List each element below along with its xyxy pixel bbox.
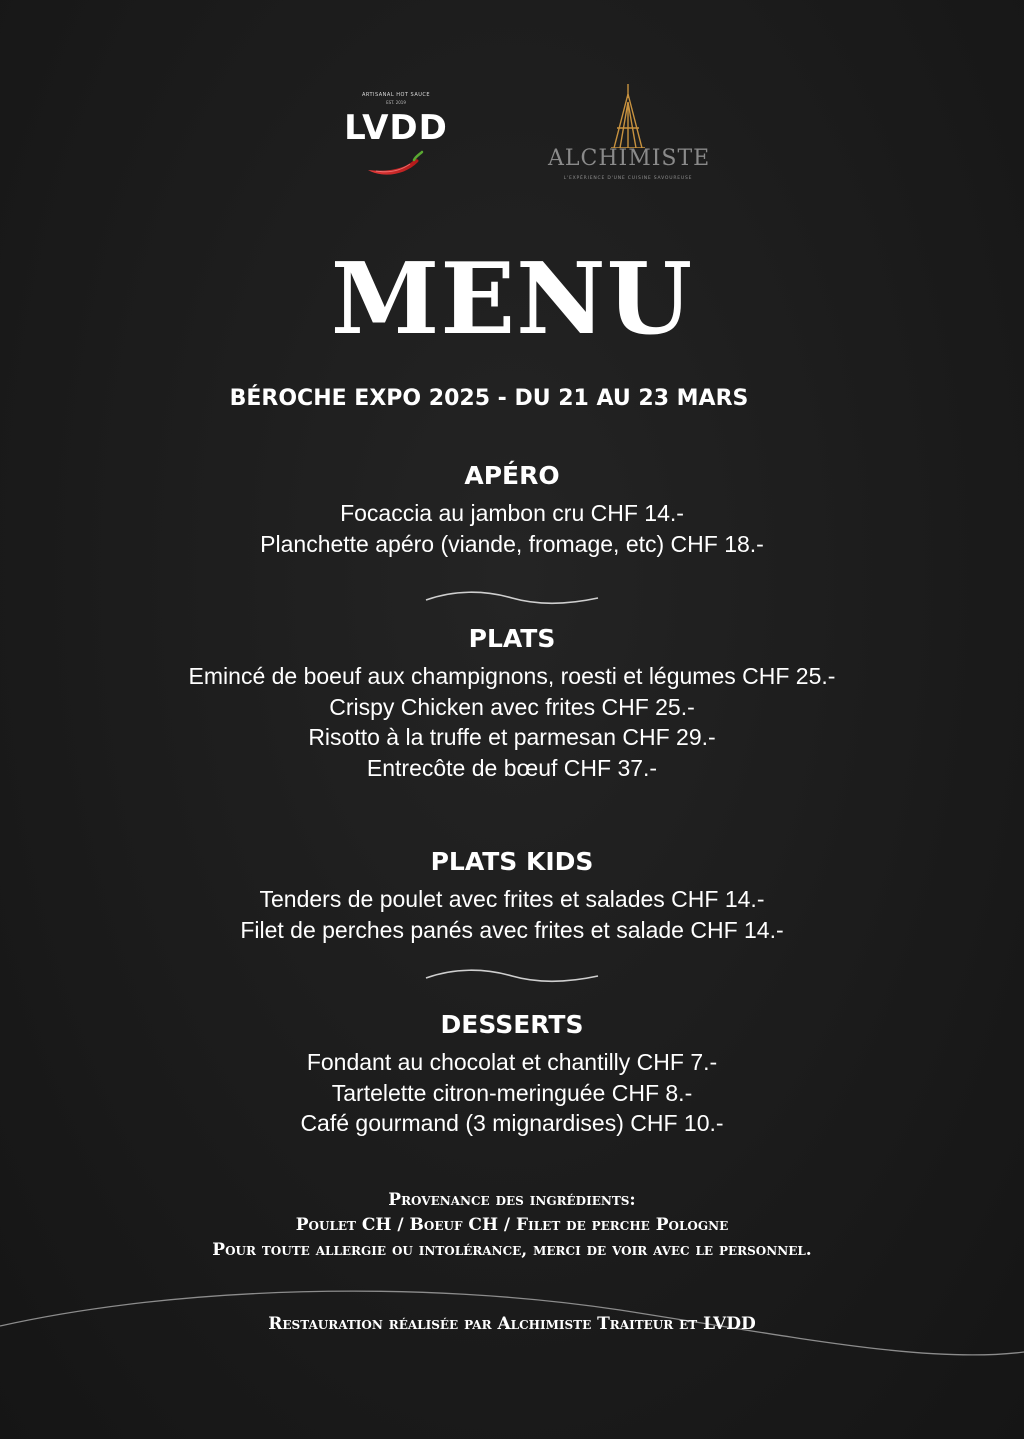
section-heading: APÉRO xyxy=(464,461,560,490)
menu-item: Focaccia au jambon cru CHF 14.- xyxy=(340,500,684,526)
chili-pepper-icon xyxy=(364,148,428,182)
tower-emblem-icon xyxy=(609,84,647,148)
ingredient-notes xyxy=(0,1188,1024,1263)
wave-divider xyxy=(424,588,600,608)
notes-allergy: Pour toute allergie ou intolérance, merci de voir avec le personnel. xyxy=(212,1240,812,1260)
menu-item: Planchette apéro (viande, fromage, etc) CHF 18.- xyxy=(260,530,764,557)
lvdd-est: EST. 2019 xyxy=(386,100,406,105)
alchimiste-wordmark: ALCHIMISTE xyxy=(548,146,711,171)
menu-item: Crispy Chicken avec frites CHF 25.- xyxy=(329,693,695,720)
section-apero xyxy=(0,460,1024,559)
notes-origin: Poulet CH / Boeuf CH / Filet de perche Pologne xyxy=(295,1215,729,1235)
menu-title: MENU xyxy=(330,242,694,357)
section-heading: PLATS KIDS xyxy=(430,847,594,876)
notes-heading: Provenance des ingrédients: xyxy=(388,1190,636,1210)
menu-item: Café gourmand (3 mignardises) CHF 10.- xyxy=(300,1110,724,1136)
footer-credit: Restauration réalisée par Alchimiste Traiteur et LVDD xyxy=(268,1314,756,1334)
lvdd-tagline: ARTISANAL HOT SAUCE xyxy=(361,92,431,98)
section-heading: PLATS xyxy=(468,624,556,653)
lvdd-wordmark: LVDD xyxy=(344,108,448,148)
menu-item: Risotto à la truffe et parmesan CHF 29.- xyxy=(308,724,716,750)
alchimiste-tagline: L'EXPÉRIENCE D'UNE CUISINE SAVOUREUSE xyxy=(563,176,693,181)
section-heading: DESSERTS xyxy=(440,1010,584,1039)
section-desserts xyxy=(0,1009,1024,1139)
menu-item: Filet de perches panés avec frites et salade CHF 14.- xyxy=(240,916,784,943)
menu-item: Tenders de poulet avec frites et salades CHF 14.- xyxy=(259,886,765,912)
menu-item: Emincé de boeuf aux champignons, roesti et légumes CHF 25.- xyxy=(188,663,836,689)
wave-divider xyxy=(424,966,600,986)
menu-item: Entrecôte de bœuf CHF 37.- xyxy=(366,754,658,781)
alchimiste-logo xyxy=(548,84,711,188)
menu-item: Fondant au chocolat et chantilly CHF 7.- xyxy=(306,1049,718,1075)
lvdd-logo xyxy=(336,88,456,188)
section-plats-kids xyxy=(0,846,1024,945)
menu-item: Tartelette citron-meringuée CHF 8.- xyxy=(331,1079,693,1106)
event-subtitle: BÉROCHE EXPO 2025 - DU 21 AU 23 MARS xyxy=(229,386,749,411)
section-plats xyxy=(0,623,1024,783)
